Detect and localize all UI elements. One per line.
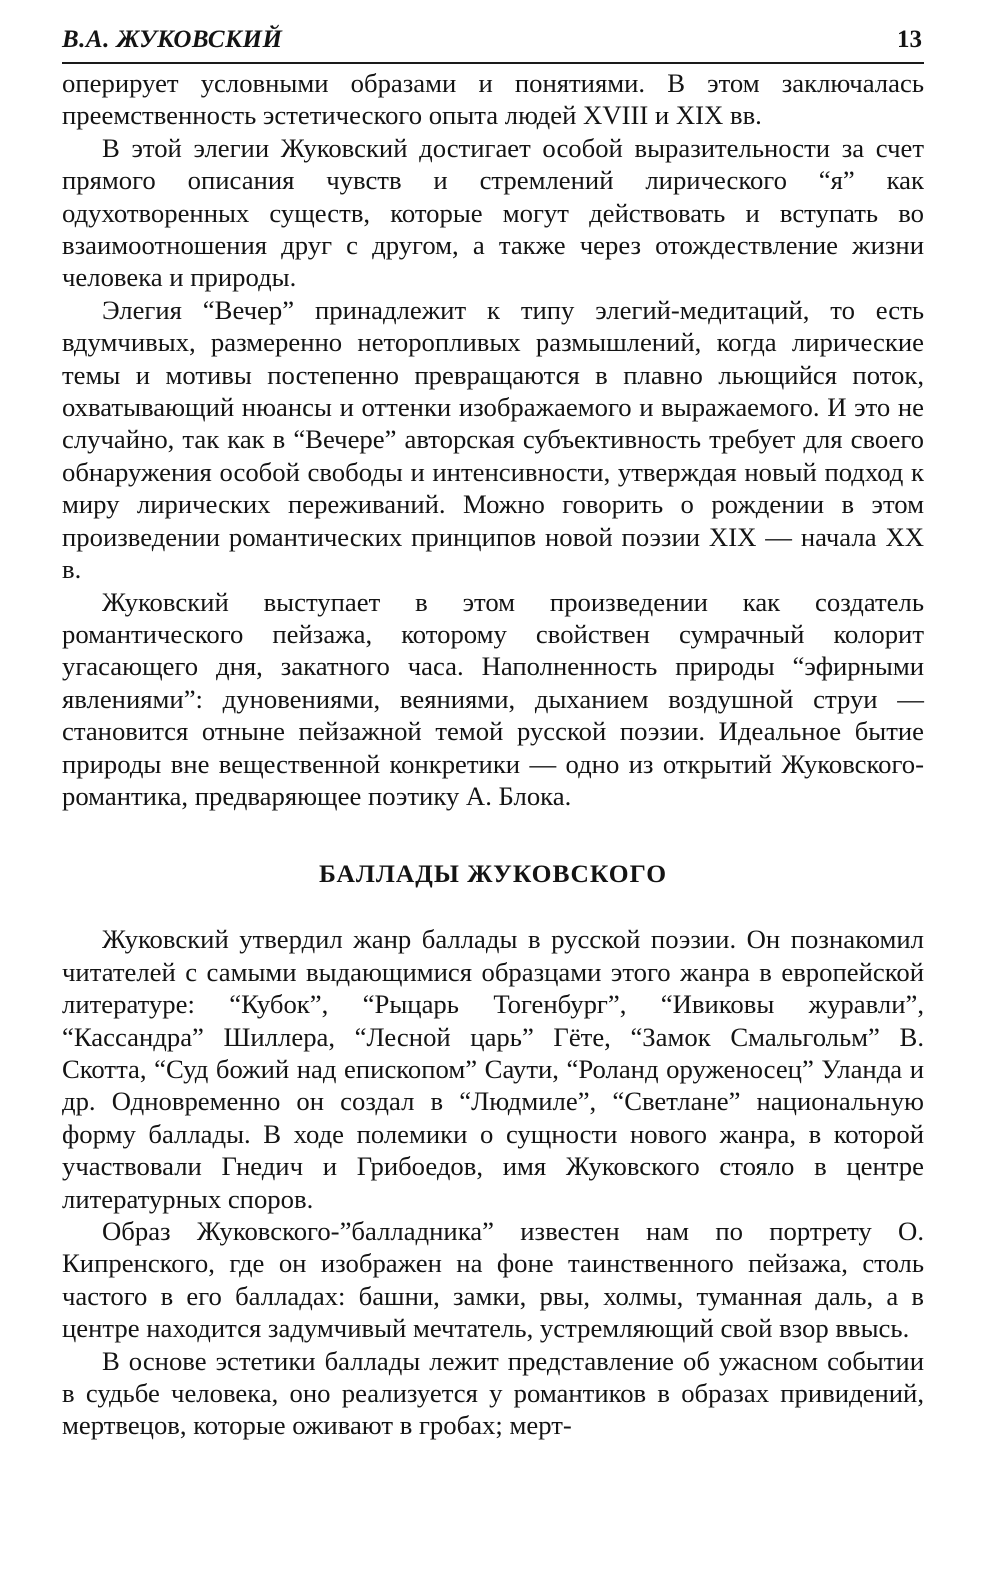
section-heading: БАЛЛАДЫ ЖУКОВСКОГО <box>318 859 668 889</box>
paragraph-balladnik-portrait: Образ Жуковского-”балладника” известен нам по портрету О. Кипренского, где он изображен на фоне таинственного пейзажа, столь частого в его балладах: башни, замки, рвы, холмы, туманная даль, а в центре находится задумчивый мечтатель, устремляющий свой взор ввысь. <box>62 1216 924 1344</box>
paragraph-elegy-meditation: Элегия “Вечер” принадлежит к типу элегий-медитаций, то есть вдумчивых, размеренно неторопливых размышлений, когда лирические темы и мотивы постепенно превращаются в плавно льющийся поток, охватывающий нюансы и оттенки изображаемого и выражаемого. И это не случайно, так как в “Вечере” авторская субъективность требует для своего обнаружения особой свободы и интенсивности, утверждая новый подход к миру лирических переживаний. Можно говорить о рождении в этом произведении романтических принципов новой поэзии XIX — начала XX в. <box>62 294 924 585</box>
page-number: 13 <box>897 26 922 53</box>
paragraph-elegy-expressiveness: В этой элегии Жуковский достигает особой выразительности за счет прямого описания чувств и стремлений лирического “я” как одухотворенных существ, которые могут действовать и вступать во взаимоотношения друг с другом, а также через отождествление жизни человека и природы. <box>62 132 924 293</box>
running-header <box>62 26 924 64</box>
body-text <box>62 67 924 1442</box>
paragraph-ballad-aesthetics: В основе эстетики баллады лежит представление об ужасном событии в судьбе человека, оно реализуется у романтиков в образах привидений, мертвецов, которые оживают в гробах; мерт- <box>62 1345 924 1441</box>
book-page <box>62 26 924 1442</box>
running-title: В.А. ЖУКОВСКИЙ <box>62 26 283 53</box>
paragraph-ballad-genre: Жуковский утвердил жанр баллады в русской поэзии. Он познакомил читателей с самыми выдающимися образцами этого жанра в европейской литературе: “Кубок”, “Рыцарь Тогенбург”, “Ивиковы журавли”, “Кассандра” Шиллера, “Лесной царь” Гёте, “Замок Смальгольм” В. Скотта, “Суд божий над епископом” Саути, “Роланд оруженосец” Уланда и др. Одновременно он создал в “Людмиле”, “Светлане” национальную форму баллады. В ходе полемики о сущности нового жанра, в которой участвовали Гнедич и Грибоедов, имя Жуковского стояло в центре литературных споров. <box>62 924 924 1214</box>
paragraph-continued: оперирует условными образами и понятиями. В этом заключалась преемственность эстетического опыта людей XVIII и XIX вв. <box>62 68 924 131</box>
paragraph-romantic-landscape: Жуковский выступает в этом произведении как создатель романтического пейзажа, которому свойствен сумрачный колорит угасающего дня, закатного часа. Наполненность природы “эфирными явлениями”: дуновениями, веяниями, дыханием воздушной струи — становится отныне пейзажной темой русской поэзии. Идеальное бытие природы вне вещественной конкретики — одно из открытий Жуковского-романтика, предваряющее поэтику А. Блока. <box>62 586 924 811</box>
